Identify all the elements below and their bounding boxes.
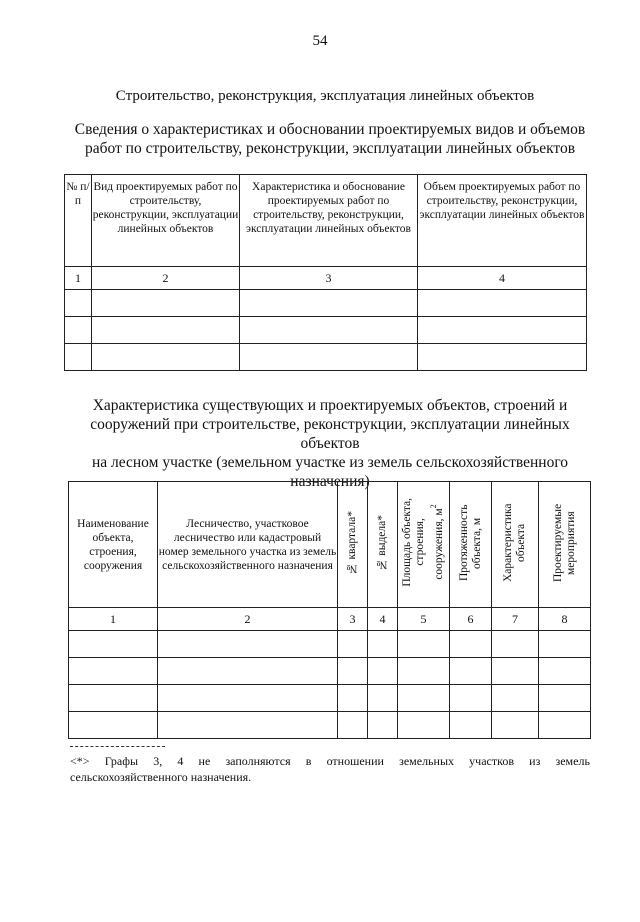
table-cell: [69, 685, 158, 712]
table-cell: [240, 344, 418, 371]
column-number: 8: [539, 608, 591, 631]
footnote-word: не: [198, 754, 211, 768]
table-cell: [368, 658, 398, 685]
col-header-area-text: [401, 498, 446, 587]
page-number: 54: [312, 33, 328, 49]
table-cell: [492, 685, 539, 712]
footnote-word: 4: [177, 754, 184, 768]
col-header-justification: Характеристика и обоснование проектируемых работ по строительству, реконструкции, эксплуатации линейных объектов: [240, 175, 418, 267]
table1-heading-line: работ по строительству, реконструкции, эксплуатации линейных объектов: [84, 140, 576, 157]
table-cell: [398, 631, 450, 658]
table-cell: [418, 344, 587, 371]
table-cell: [69, 631, 158, 658]
col-header-allotment-text: № выдела*: [376, 514, 388, 571]
table-cell: [368, 712, 398, 739]
table-cell: [338, 658, 368, 685]
table-cell: [539, 685, 591, 712]
table2-heading-line: назначения): [290, 473, 370, 490]
area-line: Площадь объекта,: [401, 498, 414, 587]
area-unit-superscript: 2: [429, 504, 439, 509]
col-header-quarter: [338, 482, 368, 608]
table-cell: [158, 712, 338, 739]
table-cell: [240, 317, 418, 344]
table2-heading-line: на лесном участке (земельном участке из земель сельскохозяйственного: [91, 454, 569, 471]
table-cell: [492, 658, 539, 685]
column-number: 6: [450, 608, 492, 631]
table-cell: [539, 712, 591, 739]
table1-heading-line: Сведения о характеристиках и обосновании проектируемых видов и объемов: [74, 121, 586, 138]
col-header-object-name: Наименование объекта, строения, сооружения: [69, 482, 158, 608]
footnote-word: заполняются: [225, 754, 291, 768]
column-number: 4: [418, 267, 587, 290]
footnote-word: <*>: [70, 754, 90, 768]
column-number: 2: [92, 267, 240, 290]
footnote-word: участков: [469, 754, 514, 768]
column-number: 4: [368, 608, 398, 631]
footnote-line-1: [70, 753, 590, 769]
footnote-word: Графы: [104, 754, 139, 768]
table-cell: [65, 344, 92, 371]
column-number: 3: [338, 608, 368, 631]
table-cell: [92, 344, 240, 371]
col-header-length-text: Протяженность объекта, м: [457, 504, 483, 581]
col-header-allotment: [368, 482, 398, 608]
table-cell: [492, 712, 539, 739]
column-number: 1: [65, 267, 92, 290]
table-row: [65, 317, 587, 344]
table-cell: [492, 631, 539, 658]
table-cell: [418, 317, 587, 344]
table-row: [69, 685, 591, 712]
table-cell: [450, 685, 492, 712]
col-header-measures: [539, 482, 591, 608]
table-cell: [338, 712, 368, 739]
table-cell: [450, 631, 492, 658]
column-number: 2: [158, 608, 338, 631]
table-cell: [69, 712, 158, 739]
col-header-volume: Объем проектируемых работ по строительству, реконструкции, эксплуатации линейных объектов: [418, 175, 587, 267]
table-cell: [158, 631, 338, 658]
table-cell: [92, 317, 240, 344]
table-cell: [65, 317, 92, 344]
table-cell: [65, 290, 92, 317]
table-cell: [69, 658, 158, 685]
section-title: Строительство, реконструкция, эксплуатация линейных объектов: [115, 88, 535, 104]
table-cell: [418, 290, 587, 317]
table-cell: [539, 658, 591, 685]
table2-heading: [70, 396, 590, 491]
col-header-quarter-text: № квартала*: [346, 510, 358, 575]
col-header-work-type: Вид проектируемых работ по строительству, реконструкции, эксплуатации линейных объектов: [92, 175, 240, 267]
table-cell: [539, 631, 591, 658]
table-cell: [450, 712, 492, 739]
area-line: строения,: [414, 518, 427, 567]
table-cell: [398, 685, 450, 712]
table-cell: [158, 658, 338, 685]
table-header-row: [65, 175, 587, 267]
column-number: 5: [398, 608, 450, 631]
table-row: [69, 712, 591, 739]
column-number: 3: [240, 267, 418, 290]
table2-heading-line: сооружений при строительстве, реконструкции, эксплуатации линейных объектов: [90, 416, 570, 452]
col-header-forestry: Лесничество, участковое лесничество или кадастровый номер земельного участка из земель сельскохозяйственного назначения: [158, 482, 338, 608]
table-cell: [398, 712, 450, 739]
footnote-line-2: сельскохозяйственного назначения.: [70, 770, 252, 784]
col-header-area: [398, 482, 450, 608]
table-row: [69, 658, 591, 685]
table1-heading: [70, 120, 590, 158]
col-header-number: № п/п: [65, 175, 92, 267]
table-cell: [338, 685, 368, 712]
col-header-characteristic-text: Характеристика объекта: [502, 503, 527, 582]
footnote-word: 3,: [153, 754, 163, 768]
table-cell: [368, 631, 398, 658]
table-row: [65, 290, 587, 317]
table-cell: [158, 685, 338, 712]
works-table: [64, 174, 587, 371]
footnote-word: в: [305, 754, 312, 768]
col-header-length: [450, 482, 492, 608]
col-header-characteristic: [492, 482, 539, 608]
column-number-row: [65, 267, 587, 290]
column-number: 7: [492, 608, 539, 631]
footnote-word: земель: [555, 754, 590, 768]
col-header-measures-text: Проектируемые мероприятия: [551, 503, 577, 582]
table-header-row: [69, 482, 591, 608]
column-number-row: [69, 608, 591, 631]
footnote-rule: [70, 746, 165, 747]
area-line: сооружения, м: [432, 508, 445, 581]
footnote: [70, 753, 590, 785]
table-cell: [92, 290, 240, 317]
footnote-word: земельных: [399, 754, 455, 768]
table-cell: [368, 685, 398, 712]
table2-heading-line: Характеристика существующих и проектируемых объектов, строений и: [92, 397, 568, 414]
footnote-word: из: [529, 754, 541, 768]
table-cell: [398, 658, 450, 685]
column-number: 1: [69, 608, 158, 631]
objects-table: [68, 481, 591, 739]
table-cell: [240, 290, 418, 317]
table-row: [65, 344, 587, 371]
table-cell: [338, 631, 368, 658]
table-row: [69, 631, 591, 658]
table-cell: [450, 658, 492, 685]
footnote-word: отношении: [326, 754, 384, 768]
